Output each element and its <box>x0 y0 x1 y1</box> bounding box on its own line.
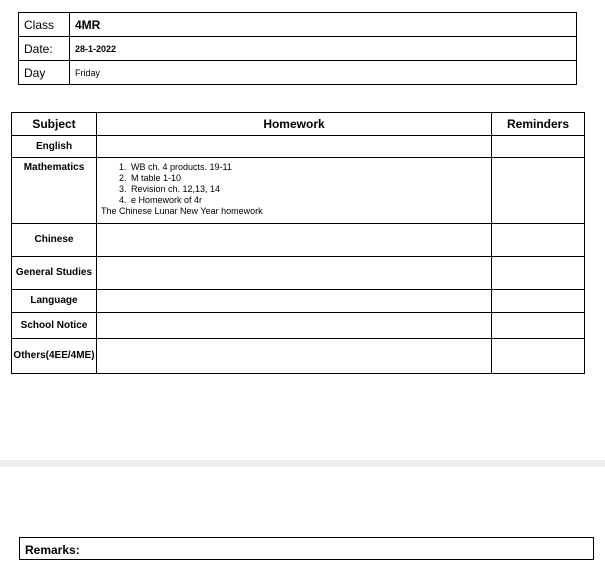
homework-general-studies[interactable] <box>97 257 492 290</box>
reminders-english[interactable] <box>492 136 585 158</box>
subject-language: Language <box>12 290 97 313</box>
homework-mathematics[interactable] <box>97 158 492 224</box>
reminders-language[interactable] <box>492 290 585 313</box>
header-subject: Subject <box>12 113 97 136</box>
subject-english: English <box>12 136 97 158</box>
reminders-general-studies[interactable] <box>492 257 585 290</box>
remarks-box[interactable] <box>19 537 594 560</box>
homework-school-notice[interactable] <box>97 313 492 339</box>
homework-chinese[interactable] <box>97 224 492 257</box>
list-item: 2. M table 1-10 <box>129 173 491 184</box>
class-value: 4MR <box>70 13 577 37</box>
math-note: The Chinese Lunar New Year homework <box>101 206 263 216</box>
homework-english[interactable] <box>97 136 492 158</box>
class-info-table <box>18 12 577 85</box>
day-label: Day <box>19 61 70 85</box>
reminders-chinese[interactable] <box>492 224 585 257</box>
date-value: 28-1-2022 <box>70 37 577 61</box>
reminders-mathematics[interactable] <box>492 158 585 224</box>
header-homework: Homework <box>97 113 492 136</box>
math-homework-list <box>97 162 491 206</box>
subject-others: Others(4EE/4ME) <box>12 339 97 374</box>
homework-table <box>11 112 585 374</box>
homework-others[interactable] <box>97 339 492 374</box>
reminders-others[interactable] <box>492 339 585 374</box>
date-label: Date: <box>19 37 70 61</box>
homework-language[interactable] <box>97 290 492 313</box>
class-label: Class <box>19 13 70 37</box>
day-value: Friday <box>70 61 577 85</box>
header-reminders: Reminders <box>492 113 585 136</box>
list-item: 1. WB ch. 4 products. 19-11 <box>129 162 491 173</box>
reminders-school-notice[interactable] <box>492 313 585 339</box>
subject-mathematics: Mathematics <box>12 158 97 224</box>
subject-chinese: Chinese <box>12 224 97 257</box>
subject-school-notice: School Notice <box>12 313 97 339</box>
subject-general-studies: General Studies <box>12 257 97 290</box>
remarks-label: Remarks: <box>25 543 80 557</box>
list-item: 4. e Homework of 4r <box>129 195 491 206</box>
list-item: 3. Revision ch. 12,13, 14 <box>129 184 491 195</box>
page-break <box>0 460 605 467</box>
